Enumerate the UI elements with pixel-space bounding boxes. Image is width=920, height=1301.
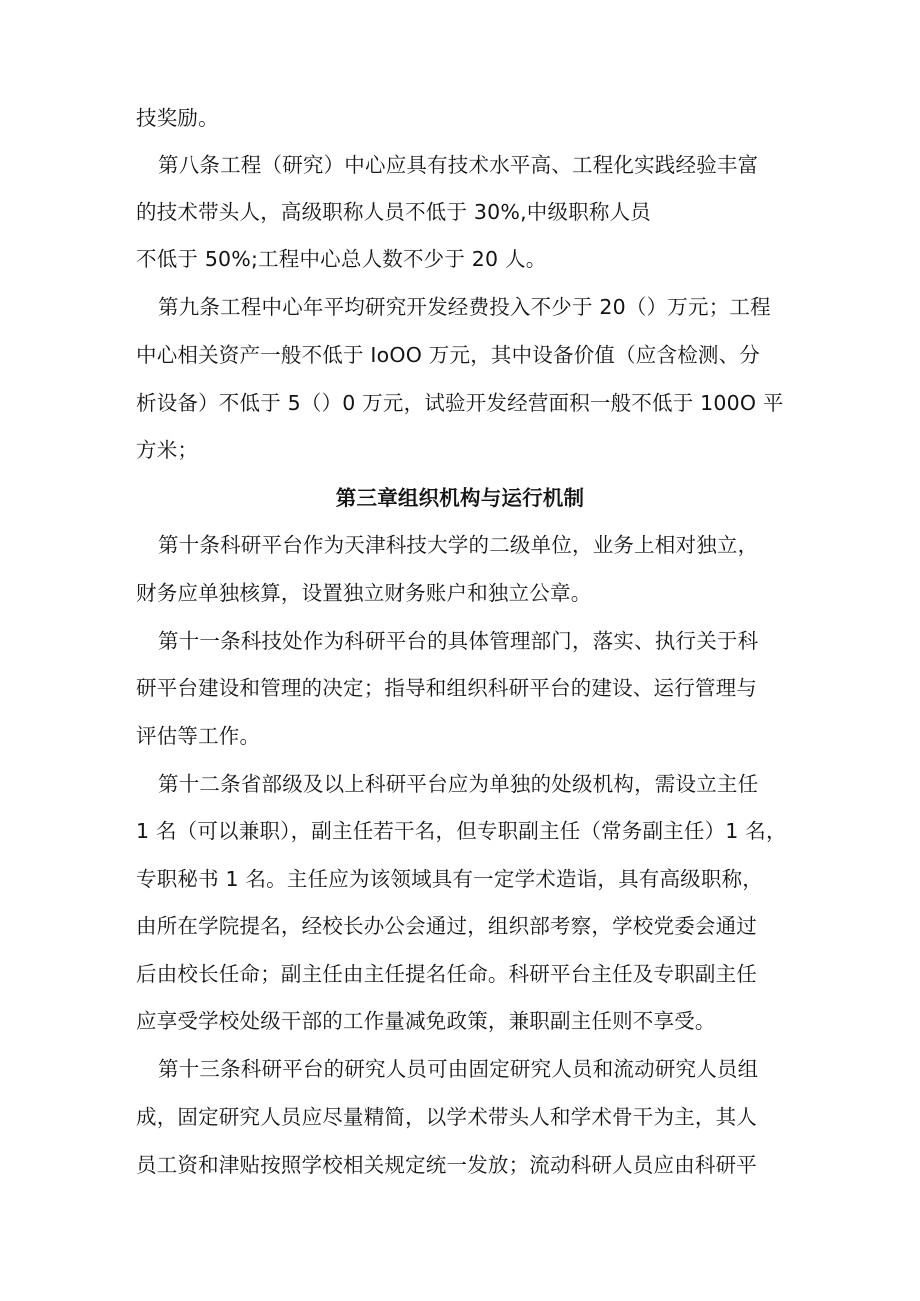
chapter-heading: 第三章组织机构与运行机制 <box>335 486 585 510</box>
text-line: 员工资和津贴按照学校相关规定统一发放；流动科研人员应由科研平 <box>136 1153 757 1177</box>
text-line: 不低于 50%;工程中心总人数不少于 20 人。 <box>136 247 547 271</box>
text-line: 由所在学院提名，经校长办公会通过，组织部考察，学校党委会通过 <box>136 914 757 938</box>
text-line: 成，固定研究人员应尽量精简，以学术带头人和学术骨干为主，其人 <box>136 1105 757 1129</box>
text-line: 财务应单独核算，设置独立财务账户和独立公章。 <box>136 581 592 605</box>
text-line: 技奖励。 <box>136 106 219 130</box>
article-13-line: 第十三条科研平台的研究人员可由固定研究人员和流动研究人员组 <box>158 1057 759 1081</box>
text-line: 中心相关资产一般不低于 IoOO 万元，其中设备价值（应含检测、分 <box>136 343 760 367</box>
text-line: 方米； <box>136 438 199 462</box>
text-line: 专职秘书 1 名。主任应为该领域具有一定学术造诣，具有高级职称， <box>136 867 763 891</box>
text-line: 的技术带头人，高级职称人员不低于 30%,中级职称人员 <box>136 200 651 224</box>
article-9-line: 第九条工程中心年平均研究开发经费投入不少于 20（）万元；工程 <box>158 295 771 319</box>
text-line: 评估等工作。 <box>136 724 261 748</box>
text-line: 研平台建设和管理的决定；指导和组织科研平台的建设、运行管理与 <box>136 676 757 700</box>
text-line: 1 名（可以兼职），副主任若干名，但专职副主任（常务副主任）1 名， <box>136 819 787 843</box>
article-8-line: 第八条工程（研究）中心应具有技术水平高、工程化实践经验丰富 <box>158 153 759 177</box>
article-11-line: 第十一条科技处作为科研平台的具体管理部门，落实、执行关于科 <box>158 629 759 653</box>
article-12-line: 第十二条省部级及以上科研平台应为单独的处级机构，需设立主任 <box>158 772 759 796</box>
article-10-line: 第十条科研平台作为天津科技大学的二级单位，业务上相对独立， <box>158 533 759 557</box>
text-line: 应享受学校处级干部的工作量减免政策，兼职副主任则不享受。 <box>136 1009 716 1033</box>
text-line: 析设备）不低于 5（）0 万元，试验开发经营面积一般不低于 100O 平 <box>136 391 784 415</box>
text-line: 后由校长任命；副主任由主任提名任命。科研平台主任及专职副主任 <box>136 962 757 986</box>
